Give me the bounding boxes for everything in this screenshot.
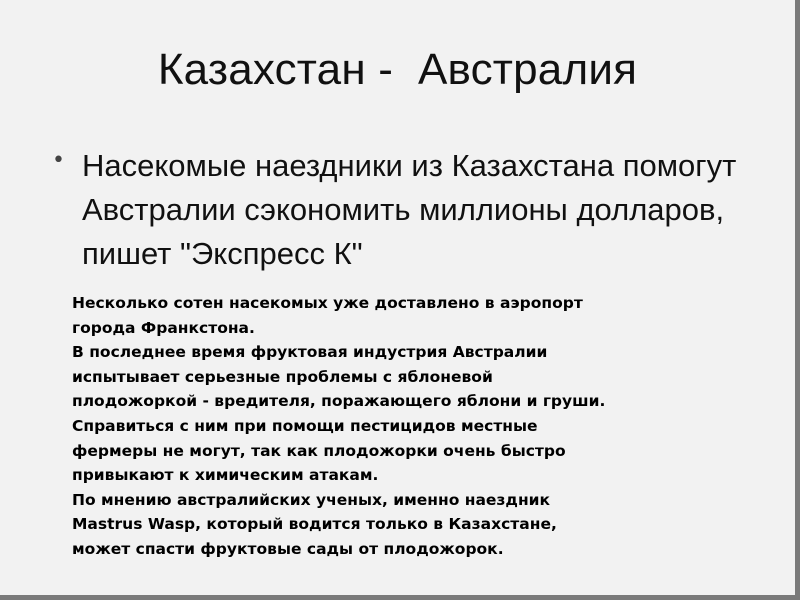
detail-line: привыкают к химическим атакам. <box>72 466 379 485</box>
detail-text-block <box>72 291 672 562</box>
detail-line: Справиться с ним при помощи пестицидов местные <box>72 416 538 435</box>
detail-line: фермеры не могут, так как плодожорки очень быстро <box>72 441 566 460</box>
detail-line: может спасти фруктовые сады от плодожорок. <box>72 539 504 558</box>
detail-line: плодожоркой - вредителя, поражающего яблони и груши. <box>72 392 606 411</box>
detail-line: Несколько сотен насекомых уже доставлено в аэропорт <box>72 294 583 312</box>
detail-line: Mastrus Wasp, который водится только в Казахстане, <box>72 515 557 534</box>
bullet-text: Насекомые наездники из Казахстана помогут Австралии сэкономить миллионы долларов, пишет "Экспресс К" <box>82 148 737 271</box>
detail-line: По мнению австралийских ученых, именно наездник <box>72 490 551 509</box>
slide-title: Казахстан - Австралия <box>157 45 638 94</box>
detail-line: города Франкстона. <box>72 318 255 337</box>
bullet-marker: • <box>52 148 65 173</box>
detail-line: испытывает серьезные проблемы с яблоневой <box>72 367 493 386</box>
detail-line: В последнее время фруктовая индустрия Австралии <box>72 343 548 362</box>
